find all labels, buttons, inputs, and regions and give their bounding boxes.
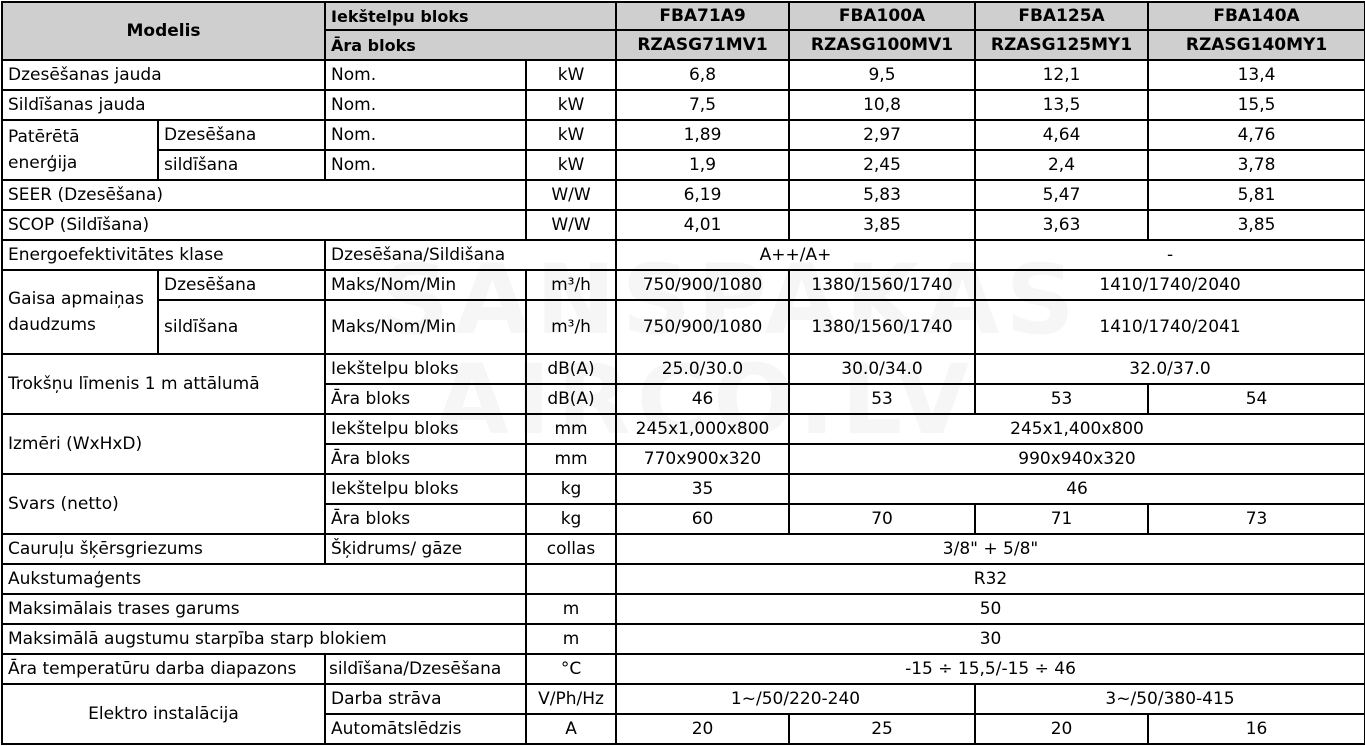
value-cell: 1410/1740/2041	[975, 300, 1365, 354]
value-cell: 53	[975, 384, 1148, 414]
value-cell: 20	[616, 714, 789, 744]
value-cell: 53	[789, 384, 975, 414]
value-cell: 12,1	[975, 60, 1148, 90]
value-cell: -	[975, 240, 1365, 270]
table-row	[2, 354, 1365, 384]
value-cell: 46	[789, 474, 1365, 504]
table-row	[2, 564, 1365, 594]
table-row	[2, 180, 1365, 210]
row-sub: Āra bloks	[325, 444, 526, 474]
value-cell: 6,19	[616, 180, 789, 210]
value-cell: 1410/1740/2040	[975, 270, 1365, 300]
row-sub: Dzesēšana/Sildišana	[325, 240, 616, 270]
row-label: Cauruļu šķērsgriezums	[2, 534, 325, 564]
row-label: Gaisa apmaiņas daudzums	[2, 270, 158, 354]
row-label: SEER (Dzesēšana)	[2, 180, 526, 210]
value-cell: 15,5	[1148, 90, 1365, 120]
value-cell: 1,9	[616, 150, 789, 180]
value-cell: 13,5	[975, 90, 1148, 120]
table-row	[2, 414, 1365, 444]
value-cell: 13,4	[1148, 60, 1365, 90]
value-cell: 25.0/30.0	[616, 354, 789, 384]
table-row	[2, 624, 1365, 654]
row-label: Energoefektivitātes klase	[2, 240, 325, 270]
row-unit: W/W	[526, 180, 616, 210]
row-unit: kW	[526, 120, 616, 150]
row-unit: collas	[526, 534, 616, 564]
row-sub: sildīšana/Dzesēšana	[325, 654, 526, 684]
value-cell: 30	[616, 624, 1365, 654]
table-row	[2, 120, 1365, 150]
value-cell: 2,45	[789, 150, 975, 180]
row-unit: W/W	[526, 210, 616, 240]
row-sub: Šķidrums/ gāze	[325, 534, 526, 564]
row-label: Trokšņu līmenis 1 m attālumā	[2, 354, 325, 414]
row-sub: Darba strāva	[325, 684, 526, 714]
row-sub: Iekštelpu bloks	[325, 354, 526, 384]
value-cell: 245x1,000x800	[616, 414, 789, 444]
table-row	[2, 684, 1365, 714]
indoor-unit-label: Iekštelpu bloks	[325, 2, 616, 30]
value-cell: 60	[616, 504, 789, 534]
row-label: Āra temperatūru darba diapazons	[2, 654, 325, 684]
row-unit: mm	[526, 414, 616, 444]
table-row	[2, 90, 1365, 120]
row-mode: Dzesēšana	[158, 120, 325, 150]
value-cell: 6,8	[616, 60, 789, 90]
row-unit: dB(A)	[526, 384, 616, 414]
row-sub: Maks/Nom/Min	[325, 300, 526, 354]
row-unit: kW	[526, 150, 616, 180]
row-label: Sildīšanas jauda	[2, 90, 325, 120]
spec-table	[1, 1, 1365, 745]
row-sub: Iekštelpu bloks	[325, 474, 526, 504]
row-sub: Automātslēdzis	[325, 714, 526, 744]
value-cell: 50	[616, 594, 1365, 624]
indoor-model-3: FBA125A	[975, 2, 1148, 30]
modelis-header: Modelis	[2, 2, 325, 60]
table-row	[2, 60, 1365, 90]
indoor-model-4: FBA140A	[1148, 2, 1365, 30]
value-cell: 750/900/1080	[616, 300, 789, 354]
row-unit: kW	[526, 60, 616, 90]
value-cell: 5,47	[975, 180, 1148, 210]
value-cell: 770x900x320	[616, 444, 789, 474]
header-row-indoor	[2, 2, 1365, 30]
value-cell: 2,4	[975, 150, 1148, 180]
value-cell: 25	[789, 714, 975, 744]
value-cell: 54	[1148, 384, 1365, 414]
row-unit: kg	[526, 474, 616, 504]
row-sub: Iekštelpu bloks	[325, 414, 526, 444]
row-sub: Nom.	[325, 120, 526, 150]
value-cell: 1~/50/220-240	[616, 684, 975, 714]
value-cell: -15 ÷ 15,5/-15 ÷ 46	[616, 654, 1365, 684]
table-row	[2, 300, 1365, 354]
row-mode: sildīšana	[158, 150, 325, 180]
row-label: Izmēri (WxHxD)	[2, 414, 325, 474]
value-cell: 1,89	[616, 120, 789, 150]
row-label: Svars (netto)	[2, 474, 325, 534]
value-cell: 70	[789, 504, 975, 534]
row-label: Dzesēšanas jauda	[2, 60, 325, 90]
value-cell: 7,5	[616, 90, 789, 120]
table-row	[2, 210, 1365, 240]
value-cell: 71	[975, 504, 1148, 534]
table-row	[2, 474, 1365, 504]
value-cell: R32	[616, 564, 1365, 594]
row-mode: Dzesēšana	[158, 270, 325, 300]
table-row	[2, 150, 1365, 180]
row-label: Maksimālais trases garums	[2, 594, 526, 624]
row-unit: m	[526, 624, 616, 654]
row-unit: m³/h	[526, 300, 616, 354]
row-label: Aukstumaģents	[2, 564, 526, 594]
value-cell: 46	[616, 384, 789, 414]
value-cell: 32.0/37.0	[975, 354, 1365, 384]
row-sub: Maks/Nom/Min	[325, 270, 526, 300]
outdoor-model-4: RZASG140MY1	[1148, 30, 1365, 60]
value-cell: 3~/50/380-415	[975, 684, 1365, 714]
indoor-model-1: FBA71A9	[616, 2, 789, 30]
value-cell: 4,01	[616, 210, 789, 240]
table-row	[2, 270, 1365, 300]
value-cell: 1380/1560/1740	[789, 270, 975, 300]
row-label: SCOP (Sildīšana)	[2, 210, 526, 240]
value-cell: 30.0/34.0	[789, 354, 975, 384]
indoor-model-2: FBA100A	[789, 2, 975, 30]
row-label: Maksimālā augstumu starpība starp blokiem	[2, 624, 526, 654]
value-cell: 35	[616, 474, 789, 504]
row-unit: °C	[526, 654, 616, 684]
value-cell: 3,63	[975, 210, 1148, 240]
value-cell: 4,64	[975, 120, 1148, 150]
table-row	[2, 534, 1365, 564]
value-cell: 3/8" + 5/8"	[616, 534, 1365, 564]
value-cell: 5,81	[1148, 180, 1365, 210]
value-cell: 9,5	[789, 60, 975, 90]
table-row	[2, 654, 1365, 684]
value-cell: 3,85	[1148, 210, 1365, 240]
table-row	[2, 594, 1365, 624]
value-cell: 3,78	[1148, 150, 1365, 180]
value-cell: 5,83	[789, 180, 975, 210]
row-unit: m	[526, 594, 616, 624]
outdoor-model-3: RZASG125MY1	[975, 30, 1148, 60]
row-mode: sildīšana	[158, 300, 325, 354]
row-sub: Āra bloks	[325, 504, 526, 534]
row-sub: Nom.	[325, 90, 526, 120]
row-unit: kW	[526, 90, 616, 120]
value-cell: 1380/1560/1740	[789, 300, 975, 354]
value-cell: A++/A+	[616, 240, 975, 270]
value-cell: 16	[1148, 714, 1365, 744]
value-cell: 2,97	[789, 120, 975, 150]
outdoor-model-1: RZASG71MV1	[616, 30, 789, 60]
row-sub: Nom.	[325, 150, 526, 180]
row-sub: Āra bloks	[325, 384, 526, 414]
row-unit: A	[526, 714, 616, 744]
row-label: Elektro instalācija	[2, 684, 325, 744]
row-unit	[526, 564, 616, 594]
value-cell: 990x940x320	[789, 444, 1365, 474]
value-cell: 10,8	[789, 90, 975, 120]
row-unit: kg	[526, 504, 616, 534]
value-cell: 73	[1148, 504, 1365, 534]
value-cell: 4,76	[1148, 120, 1365, 150]
table-row	[2, 240, 1365, 270]
value-cell: 3,85	[789, 210, 975, 240]
row-unit: dB(A)	[526, 354, 616, 384]
row-sub: Nom.	[325, 60, 526, 90]
row-label: Patērētā enerģija	[2, 120, 158, 180]
outdoor-model-2: RZASG100MV1	[789, 30, 975, 60]
outdoor-unit-label: Āra bloks	[325, 30, 616, 60]
value-cell: 245x1,400x800	[789, 414, 1365, 444]
row-unit: V/Ph/Hz	[526, 684, 616, 714]
value-cell: 750/900/1080	[616, 270, 789, 300]
row-unit: mm	[526, 444, 616, 474]
row-unit: m³/h	[526, 270, 616, 300]
value-cell: 20	[975, 714, 1148, 744]
